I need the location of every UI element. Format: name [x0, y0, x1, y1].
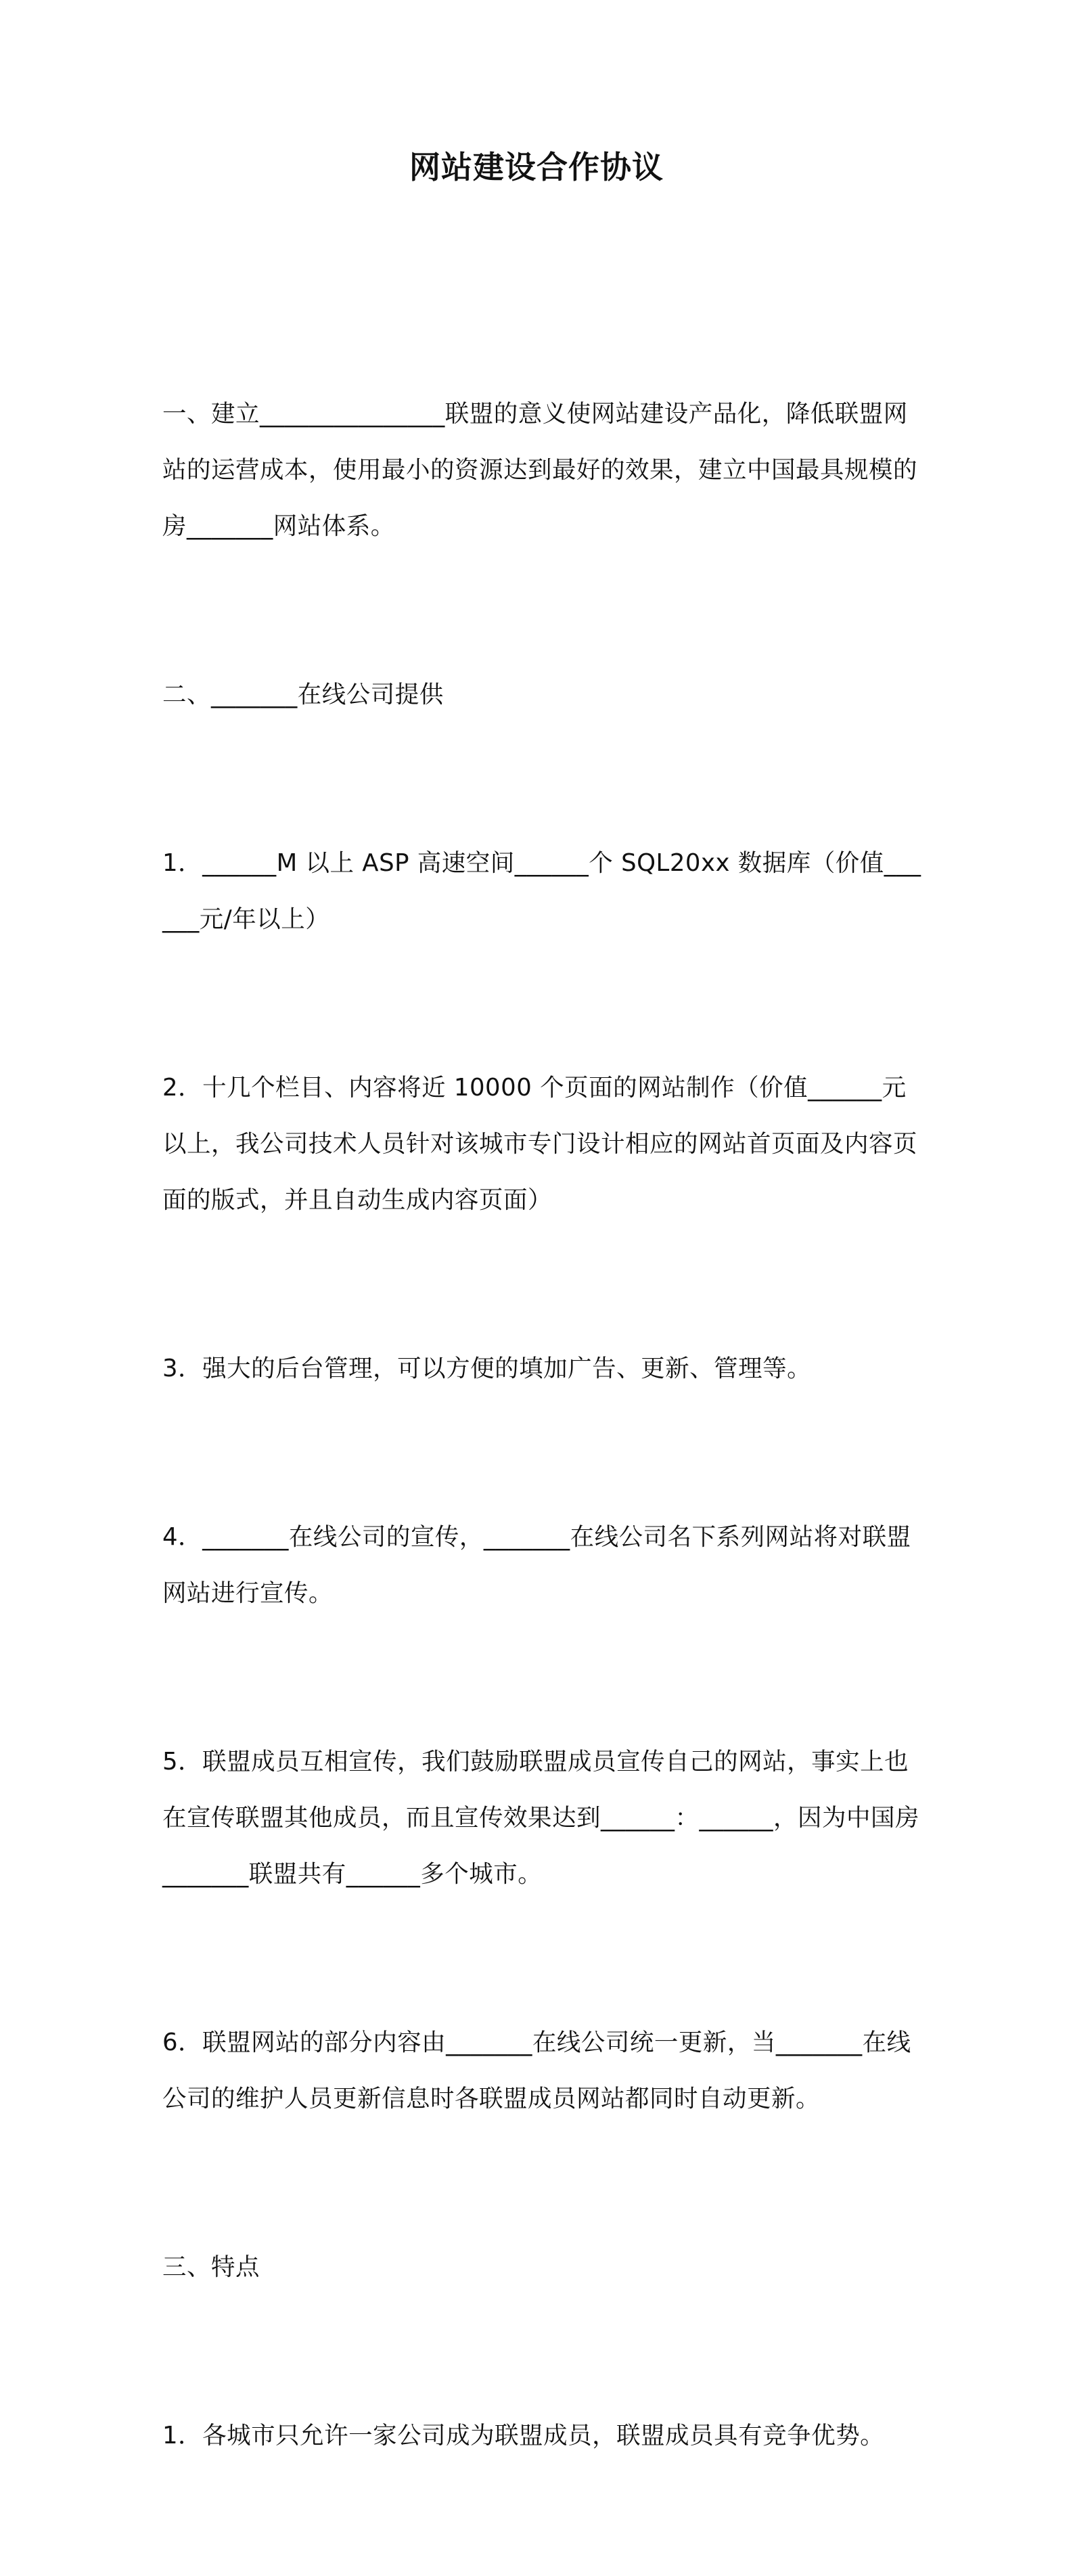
- paragraph-item-2: 2．十几个栏目、内容将近 10000 个页面的网站制作（价值______元以上，我公司技术人员针对该城市专门设计相应的网站首页面及内容页面的版式，并且自动生成内容页面）: [162, 1074, 918, 1214]
- paragraph-section-1: 一、建立_______________联盟的意义使网站建设产品化，降低联盟网站的运营成本，使用最小的资源达到最好的效果，建立中国最具规模的房_______网站体系。: [162, 400, 918, 540]
- paragraph-item-4: 4．_______在线公司的宣传，_______在线公司名下系列网站将对联盟网站进行宣传。: [162, 1523, 911, 1607]
- paragraph-section-2-heading: 二、_______在线公司提供: [162, 681, 444, 708]
- paragraph-item-1: 1．______M 以上 ASP 高速空间______个 SQL20xx 数据库（价值______元/年以上）: [162, 849, 921, 933]
- paragraph-item-3: 3．强大的后台管理，可以方便的填加广告、更新、管理等。: [162, 1355, 812, 1382]
- document-body: [162, 273, 923, 2576]
- paragraph-item-5: 5．联盟成员互相宣传，我们鼓励联盟成员宣传自己的网站，事实上也在宣传联盟其他成员，而且宣传效果达到______：______，因为中国房_______联盟共有______多个城市。: [162, 1748, 920, 1888]
- paragraph-feature-1: 1．各城市只允许一家公司成为联盟成员，联盟成员具有竞争优势。: [162, 2422, 885, 2449]
- paragraph-item-6: 6．联盟网站的部分内容由_______在线公司统一更新，当_______在线公司的维护人员更新信息时各联盟成员网站都同时自动更新。: [162, 2029, 911, 2112]
- document-title: 网站建设合作协议: [409, 149, 664, 185]
- paragraph-section-3-heading: 三、特点: [162, 2253, 260, 2281]
